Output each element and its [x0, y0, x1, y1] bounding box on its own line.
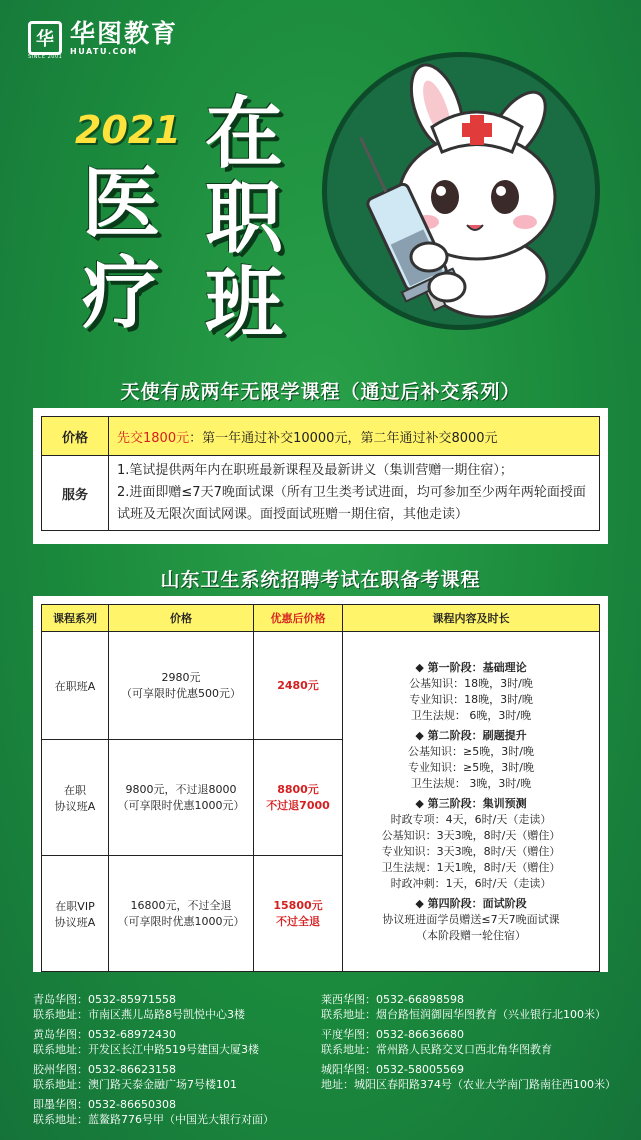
hero-char-zai: 在 [205, 89, 284, 179]
phase-title: ◆ 第一阶段：基础理论 [415, 660, 527, 674]
branch-phone: 黄岛华图：0532-68972430 [33, 1028, 176, 1041]
discount-note: 不过全退 [276, 914, 320, 928]
price-main: 9800元，不过退8000 [125, 782, 237, 796]
branch-addr: 联系地址：澳门路天泰金融广场7号楼101 [33, 1078, 237, 1091]
huatu-logo [28, 16, 178, 60]
branch-addr: 联系地址：常州路人民路交叉口西北角华图教育 [321, 1043, 552, 1056]
price-main: 2980元 [161, 670, 201, 684]
branch-addr: 联系地址：市南区燕儿岛路8号凯悦中心3楼 [33, 1008, 245, 1021]
branch-entry [33, 992, 333, 1022]
mascot-circle [322, 52, 600, 330]
price-note: （可享限时优惠1000元） [117, 914, 245, 928]
phase-line: 公基知识：18晚，3时/晚 [409, 676, 533, 690]
branch-phone: 城阳华图：0532-58005569 [321, 1063, 464, 1076]
branch-entry [321, 1027, 621, 1057]
course-content [343, 632, 600, 972]
section2-title: 山东卫生系统招聘考试在职备考课程 [160, 569, 481, 591]
branch-addr: 联系地址：烟台路恒润御园华图教育（兴业银行北100米） [321, 1008, 606, 1021]
pricing-table [41, 416, 600, 531]
price-rest: ：第一年通过补交10000元，第二年通过补交8000元 [189, 430, 498, 446]
hero-year: 2021 [75, 108, 181, 152]
branch-phone: 胶州华图：0532-86623158 [33, 1063, 176, 1076]
col-header: 优惠后价格 [254, 605, 343, 632]
branch-phone: 青岛华图：0532-85971558 [33, 993, 176, 1006]
hero-char-zhi: 职 [205, 174, 284, 264]
footer-right-col [321, 992, 621, 1097]
branch-addr: 地址：城阳区春阳路374号（农业大学南门路南往西100米） [321, 1078, 616, 1091]
branch-entry [33, 1097, 333, 1127]
price-note: （可享限时优惠1000元） [117, 798, 245, 812]
col-header: 课程内容及时长 [343, 605, 600, 632]
course-name: 在职班A [42, 632, 109, 740]
phase-line: 协议班进面学员赠送≤7天7晚面试课 [382, 912, 560, 926]
service-line: 2.进面即赠≤7天7晚面试课（所有卫生类考试进面，均可参加至少两年两轮面授面试班及无限次面试网课。面授面试班赠一期住宿，其他走读） [117, 485, 586, 522]
phase-line: （本阶段赠一轮住宿） [416, 928, 526, 942]
section1-title: 天使有成两年无限学课程（通过后补交系列） [120, 381, 521, 403]
hero-char-yi: 医 [82, 159, 161, 249]
phase-line: 专业知识：18晚，3时/晚 [409, 692, 533, 706]
phase-line: 公基知识：3天3晚，8时/天（赠住） [381, 828, 561, 842]
price-highlight: 先交1800元 [117, 430, 190, 446]
price-value [109, 417, 600, 456]
course-discount [254, 740, 343, 856]
branch-phone: 即墨华图：0532-86650308 [33, 1098, 176, 1111]
hero-char-liao: 疗 [82, 249, 161, 339]
phase-line: 公基知识：≥5晚，3时/晚 [408, 744, 534, 758]
course-discount [254, 856, 343, 972]
discount-main: 2480元 [277, 678, 319, 692]
price-main: 16800元，不过全退 [130, 898, 232, 912]
section2-box [33, 596, 608, 972]
branch-phone: 莱西华图：0532-66898598 [321, 993, 464, 1006]
phase-line: 专业知识：≥5晚，3时/晚 [408, 760, 534, 774]
course-price [109, 632, 254, 740]
course-price [109, 856, 254, 972]
service-line: 1.笔试提供两年内在职班最新课程及最新讲义（集训营赠一期住宿）； [117, 463, 513, 478]
course-name: 在职 协议班A [42, 740, 109, 856]
discount-main: 15800元 [273, 898, 323, 912]
discount-main: 8800元 [277, 782, 319, 796]
course-table [41, 604, 600, 972]
logo-name: 华图教育 [70, 18, 179, 48]
branch-entry [321, 1062, 621, 1092]
branch-addr: 联系地址：开发区长江中路519号建国大厦3楼 [33, 1043, 259, 1056]
course-name: 在职VIP 协议班A [42, 856, 109, 972]
price-note: （可享限时优惠500元） [121, 686, 241, 700]
discount-note: 不过退7000 [266, 798, 330, 812]
branch-entry [321, 992, 621, 1022]
nurse-rabbit-with-syringe-icon [327, 57, 595, 325]
col-header: 价格 [109, 605, 254, 632]
phase-line: 专业知识：3天3晚，8时/天（赠住） [381, 844, 561, 858]
course-price [109, 740, 254, 856]
col-header: 课程系列 [42, 605, 109, 632]
phase-title: ◆ 第四阶段：面试阶段 [415, 896, 527, 910]
course-discount [254, 632, 343, 740]
logo-mark-icon: 华 [28, 21, 62, 55]
phase-title: ◆ 第三阶段：集训预测 [415, 796, 527, 810]
branch-phone: 平度华图：0532-86636680 [321, 1028, 464, 1041]
branch-addr: 联系地址：蓝鳌路776号甲（中国光大银行对面） [33, 1113, 274, 1126]
phase-line: 卫生法规： 6晚，3时/晚 [410, 708, 532, 722]
hero-char-ban: 班 [205, 259, 284, 349]
phase-title: ◆ 第二阶段：刷题提升 [415, 728, 527, 742]
service-label: 服务 [42, 456, 109, 531]
section1-box [33, 408, 608, 544]
phase-line: 时政冲刺：1天，6时/天（走读） [390, 876, 552, 890]
branch-entry [33, 1027, 333, 1057]
logo-url: HUATU.COM [70, 46, 138, 56]
phase-line: 时政专项：4天，6时/天（走读） [390, 812, 552, 826]
phase-line: 卫生法规：1天1晚，8时/天（赠住） [381, 860, 561, 874]
footer-left-col [33, 992, 333, 1132]
logo-since: SINCE 2001 [28, 54, 63, 60]
phase-line: 卫生法规： 3晚，3时/晚 [410, 776, 532, 790]
service-value [109, 456, 600, 531]
price-label: 价格 [42, 417, 109, 456]
branch-entry [33, 1062, 333, 1092]
